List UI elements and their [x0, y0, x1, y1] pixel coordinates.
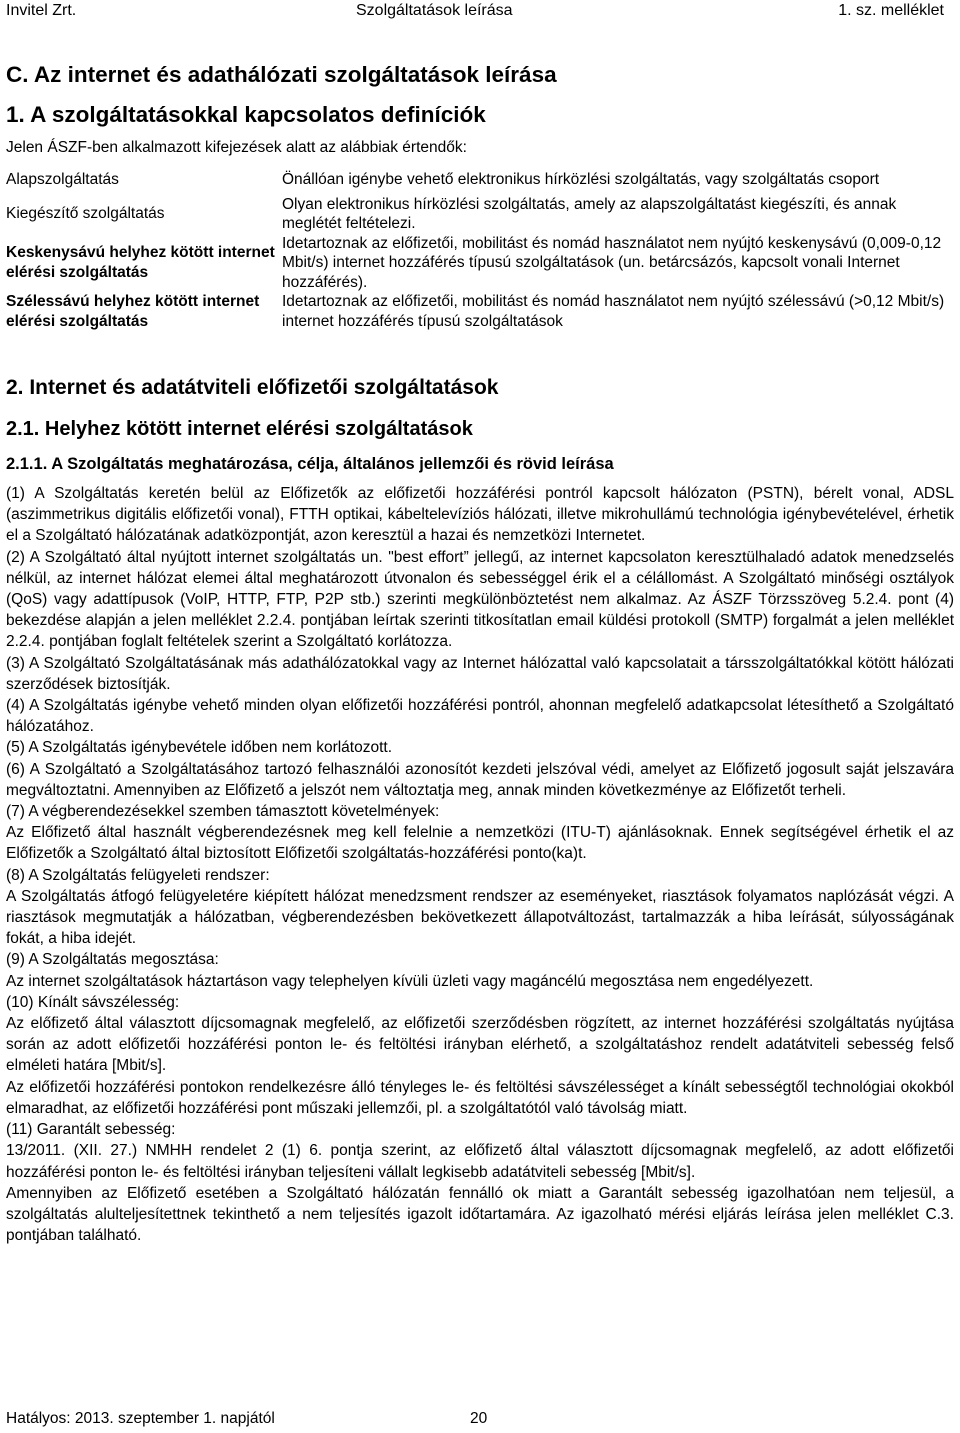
definition-text: Önállóan igénybe vehető elektronikus hírközlési szolgáltatás, vagy szolgáltatás csoport: [282, 171, 880, 188]
paragraph: A Szolgáltatás átfogó felügyeletére kiépített hálózat menedzsment rendszer az eseményeket, riasztások folyamatos naplózását végzi. A riasztások megmutatják a hálózatban, végberendezésben bekövetkezett állapotváltozást, tartalmazzák a hiba leírását, súlyosságának fokát, a hiba idejét.: [6, 887, 954, 948]
paragraph: (5) A Szolgáltatás igénybevétele időben nem korlátozott.: [6, 739, 393, 757]
paragraph: (10) Kínált sávszélesség:: [6, 993, 180, 1011]
definition-row: [6, 170, 954, 190]
paragraph: Az előfizetői hozzáférési pontokon rendelkezésre álló tényleges le- és feltöltési sávszélességet a kínált sebességtől technológiai okokból elmaradhat, az előfizetői hozzáférési pont műszaki jellemzői, pl. a szolgáltatótól való távolság miatt.: [6, 1078, 954, 1117]
body-text: [6, 483, 954, 1246]
definition-term: Szélessávú helyhez kötött internet elérési szolgáltatás: [6, 293, 260, 330]
section-2-1-heading: 2.1. Helyhez kötött internet elérési szolgáltatások: [6, 418, 473, 440]
paragraph: (11) Garantált sebesség:: [6, 1121, 176, 1139]
definition-term: Alapszolgáltatás: [6, 171, 119, 188]
definition-row: [6, 292, 954, 331]
definition-text: Idetartoznak az előfizetői, mobilitást és nomád használatot nem nyújtó szélessávú (>0,12 Mbit/s) internet hozzáférés típusú szolgáltatások: [282, 293, 945, 330]
header-company: Invitel Zrt.: [6, 2, 77, 19]
paragraph: (9) A Szolgáltatás megosztása:: [6, 951, 219, 969]
paragraph: Az előfizető által választott díjcsomagnak megfelelő, az előfizetői szerződésben rögzített, az internet hozzáférési szolgáltatás nyújtása során az adott előfizetői hozzáférési ponton le- és feltöltési irányban elérhető, a szolgáltatáshoz rendelt adatátviteli sebesség felső elméleti határa [Mbit/s].: [6, 1015, 954, 1075]
section-2-heading: 2. Internet és adatátviteli előfizetői szolgáltatások: [6, 376, 499, 399]
paragraph: (1) A Szolgáltatás keretén belül az Előfizetők az előfizetői hozzáférési pontról kapcsolt hálózaton (PSTN), bérelt vonal, ADSL (aszimmetrikus digitális előfizetői vonal), FTTH optikai, kábeltelevíziós hálózati, illetve mikrohullámú technológia igénybevételével, érhetik el a Szolgáltató hálózatának adatközpontját, azon keresztül a hazai és nemzetközi Internetet.: [6, 485, 954, 545]
paragraph: 13/2011. (XII. 27.) NMHH rendelet 2 (1) 6. pontja szerint, az előfizető által választott díjcsomagnak megfelelő, az adott előfizetői hozzáférési ponton le- és feltöltési irányban teljesíteni vállalt legkisebb adatátviteli sebesség [Mbit/s].: [6, 1142, 954, 1181]
footer-effective-date: Hatályos: 2013. szeptember 1. napjától: [6, 1410, 275, 1427]
page-header: [6, 2, 954, 26]
definitions-table: [6, 170, 954, 331]
paragraph: Amennyiben az Előfizető esetében a Szolgáltató hálózatán fennálló ok miatt a Garantált sebesség igazolhatóan nem teljesül, a szolgáltatás alulteljesítettnek tekinthető a nem teljesítés igazolt időtartamára. Az igazolható mérési eljárás leírása jelen melléklet C.3. pontjában található.: [6, 1184, 954, 1245]
definition-term: Kiegészítő szolgáltatás: [6, 205, 165, 223]
page-footer: [6, 1410, 488, 1428]
paragraph: (2) A Szolgáltató által nyújtott internet szolgáltatás un. "best effort” jellegű, az internet kapcsolaton keresztülhaladó adatok menedzselés nélkül, az internet hálózat elemei által meghatározott útvonalon és sebességgel érik el a célállomást. A Szolgáltató minőségi osztályok (QoS) vagy adattípusok (VoIP, HTTP, FTP, P2P stb.) szerinti megkülönböztetést nem alkalmaz. Az ÁSZF Törzsszöveg 5.2.4. pont (4) bekezdése alapján a jelen melléklet 2.2.4. pontjában leírtak szerinti titkosítatlan email küldési protokoll (SMTP) forgalmát a jelen melléklet 2.2.4. pontjában foglalt feltételek szerint a Szolgáltató korlátozza.: [6, 548, 954, 651]
header-doc-title: Szolgáltatások leírása: [356, 2, 513, 19]
section-2-1-1-heading: 2.1.1. A Szolgáltatás meghatározása, célja, általános jellemzői és rövid leírása: [6, 455, 614, 473]
paragraph: Az internet szolgáltatások háztartáson vagy telephelyen kívüli üzleti vagy magáncélú megosztása nem engedélyezett.: [6, 972, 814, 990]
intro-text: Jelen ÁSZF-ben alkalmazott kifejezések alatt az alábbiak értendők:: [6, 139, 467, 156]
definition-text: Olyan elektronikus hírközlési szolgáltatás, amely az alapszolgáltatást kiegészíti, és annak meglétét feltételezi.: [282, 195, 897, 232]
paragraph: Az Előfizető által használt végberendezésnek meg kell felelnie a nemzetközi (ITU-T) ajánlásoknak. Ennek segítségével érhetik el az Előfizetők a Szolgáltató által biztosított Előfizetői szolgáltatás-hozzáférési ponto(ka)t.: [6, 824, 954, 863]
paragraph: (4) A Szolgáltatás igénybe vehető minden olyan előfizetői hozzáférési pontról, ahonnan megfelelő adatkapcsolat létesíthető a Szolgáltató hálózatához.: [6, 697, 954, 736]
definition-row: [6, 234, 954, 293]
paragraph: (3) A Szolgáltató Szolgáltatásának más adathálózatokkal vagy az Internet hálózattal való kapcsolatait a társszolgáltatókkal kötött hálózati szerződések biztosítják.: [6, 654, 954, 693]
page-number: 20: [470, 1410, 488, 1427]
section-1-heading: 1. A szolgáltatásokkal kapcsolatos definíciók: [6, 102, 486, 127]
paragraph: (7) A végberendezésekkel szemben támasztott követelmények:: [6, 803, 440, 821]
header-annex: 1. sz. melléklet: [838, 2, 944, 19]
definition-row: [6, 195, 954, 234]
paragraph: (8) A Szolgáltatás felügyeleti rendszer:: [6, 866, 270, 884]
paragraph: (6) A Szolgáltató a Szolgáltatásához tartozó felhasználói azonosítót kezdeti jelszóval védi, amelyet az Előfizető jogosult saját jelszavára megváltoztatni. Amennyiben az Előfizető a jelszót nem változtatja meg, annak minden következménye az Előfizetőt terheli.: [6, 760, 954, 799]
definition-text: Idetartoznak az előfizetői, mobilitást és nomád használatot nem nyújtó keskenysávú (0,009-0,12 Mbit/s) internet hozzáférés típusú szolgáltatások (un. betárcsázós, kapcsolt vonali Internet hozzáférés).: [282, 234, 942, 291]
definition-term: Keskenysávú helyhez kötött internet elérési szolgáltatás: [6, 244, 275, 281]
document-title: C. Az internet és adathálózati szolgáltatások leírása: [6, 62, 557, 87]
